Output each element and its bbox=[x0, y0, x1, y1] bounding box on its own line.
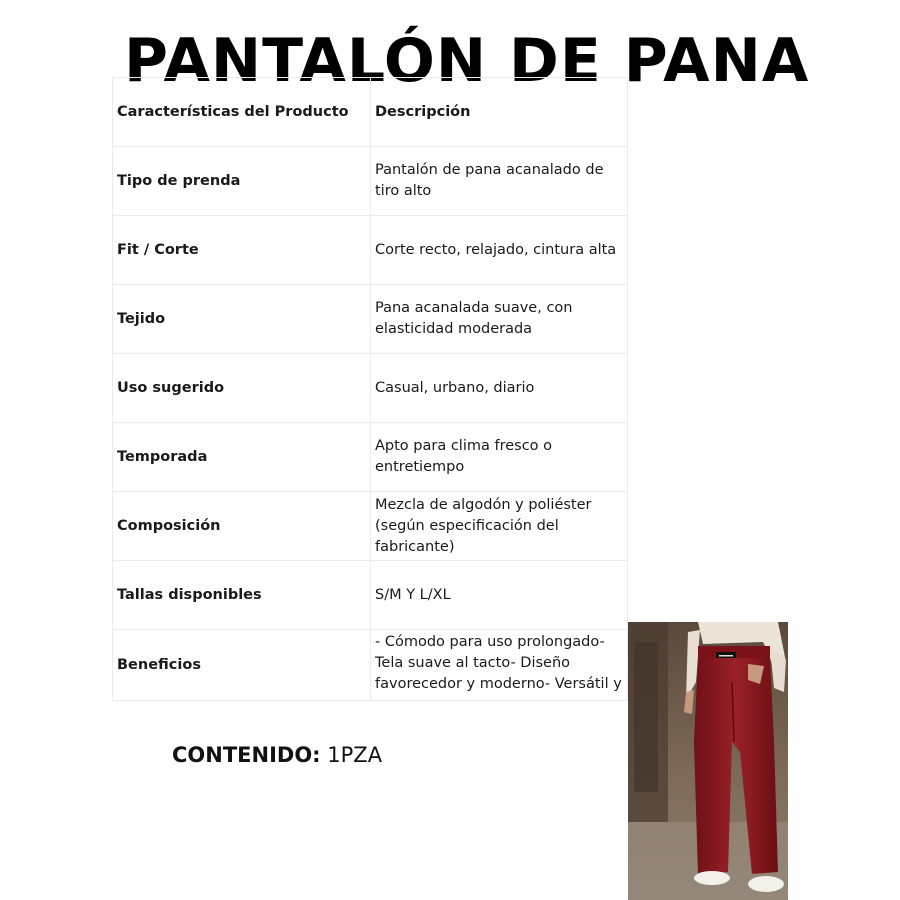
row-label: Fit / Corte bbox=[113, 216, 371, 285]
model-wearing-pants-image bbox=[628, 622, 788, 900]
header-description: Descripción bbox=[371, 78, 628, 147]
row-value: S/M Y L/XL bbox=[371, 561, 628, 630]
contents-line bbox=[172, 743, 382, 767]
table-header-row bbox=[113, 78, 628, 147]
contents-label: CONTENIDO: bbox=[172, 743, 321, 767]
table-row bbox=[113, 423, 628, 492]
table-row bbox=[113, 630, 628, 701]
row-value: Mezcla de algodón y poliéster (según especificación del fabricante) bbox=[371, 492, 628, 561]
row-label: Tallas disponibles bbox=[113, 561, 371, 630]
row-value: Casual, urbano, diario bbox=[371, 354, 628, 423]
row-value: Pana acanalada suave, con elasticidad moderada bbox=[371, 285, 628, 354]
row-label: Tejido bbox=[113, 285, 371, 354]
row-value: - Cómodo para uso prolongado- Tela suave al tacto- Diseño favorecedor y moderno- Versátil y bbox=[371, 630, 628, 701]
row-value: Corte recto, relajado, cintura alta bbox=[371, 216, 628, 285]
table-row bbox=[113, 354, 628, 423]
table-row bbox=[113, 216, 628, 285]
table-row bbox=[113, 285, 628, 354]
header-characteristics: Características del Producto bbox=[113, 78, 371, 147]
table-row bbox=[113, 561, 628, 630]
row-value: Pantalón de pana acanalado de tiro alto bbox=[371, 147, 628, 216]
page-title: PANTALÓN DE PANA bbox=[124, 26, 810, 96]
row-label: Temporada bbox=[113, 423, 371, 492]
row-label: Composición bbox=[113, 492, 371, 561]
row-label: Tipo de prenda bbox=[113, 147, 371, 216]
row-value: Apto para clima fresco o entretiempo bbox=[371, 423, 628, 492]
contents-value: 1PZA bbox=[327, 743, 383, 767]
product-spec-table bbox=[112, 77, 628, 701]
row-label: Uso sugerido bbox=[113, 354, 371, 423]
table-row bbox=[113, 147, 628, 216]
row-label: Beneficios bbox=[113, 630, 371, 701]
product-photo bbox=[628, 622, 788, 900]
table-row bbox=[113, 492, 628, 561]
